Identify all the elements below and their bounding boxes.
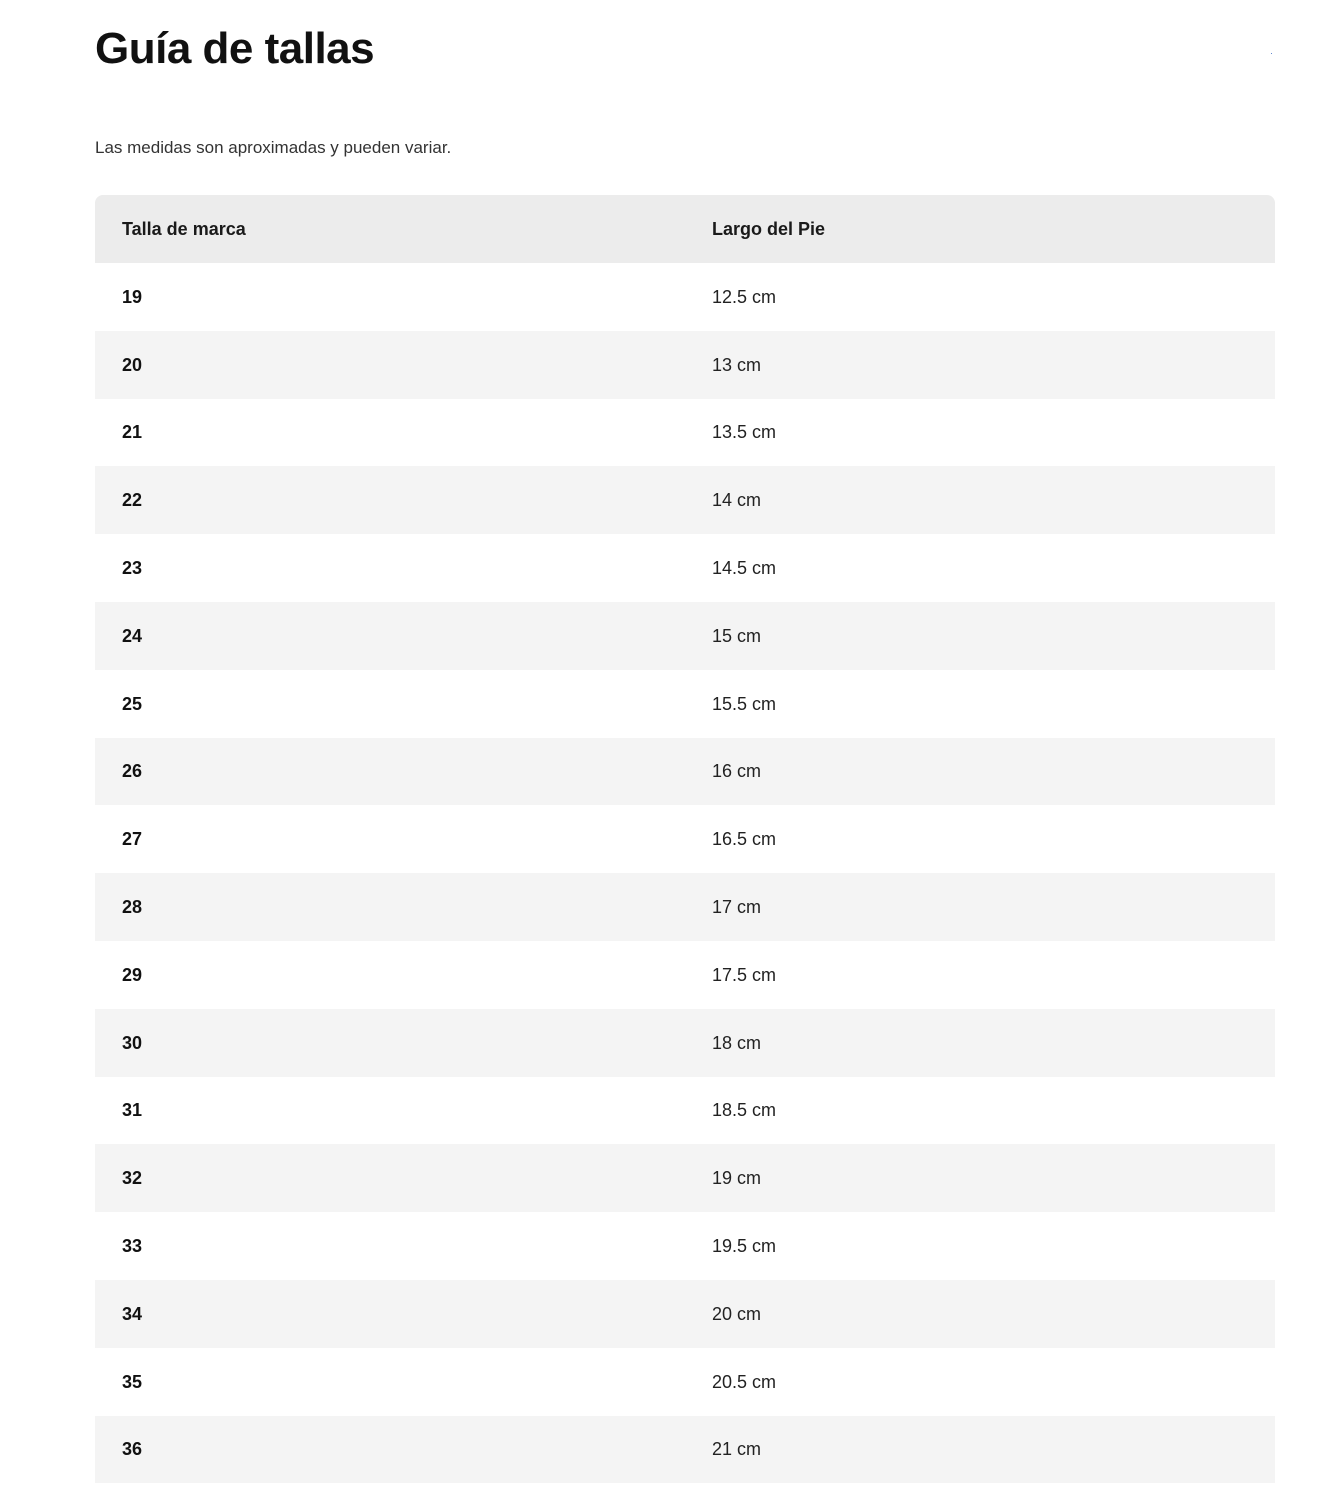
table-row: [95, 805, 1275, 873]
foot-length-cell: 19.5 cm: [712, 1236, 777, 1257]
page-subtitle: Las medidas son aproximadas y pueden variar.: [95, 138, 452, 157]
foot-length-cell: 19 cm: [712, 1168, 762, 1189]
column-header-brand-size: Talla de marca: [122, 219, 246, 239]
brand-size-cell: 32: [122, 1168, 143, 1189]
foot-length-cell: 17 cm: [712, 897, 762, 918]
brand-size-cell: 20: [122, 354, 143, 375]
brand-size-cell: 25: [122, 693, 143, 714]
foot-length-cell: 16 cm: [712, 761, 762, 782]
foot-length-cell: 14 cm: [712, 490, 762, 511]
foot-length-cell: 15.5 cm: [712, 693, 777, 714]
brand-size-cell: 26: [122, 761, 143, 782]
brand-size-cell: 19: [122, 286, 143, 307]
brand-size-cell: 28: [122, 897, 143, 918]
foot-length-cell: 13 cm: [712, 354, 762, 375]
table-row: [95, 1348, 1275, 1416]
brand-size-cell: 36: [122, 1439, 143, 1460]
brand-size-cell: 21: [122, 422, 143, 443]
size-table: [95, 195, 1275, 1483]
foot-length-cell: 18 cm: [712, 1032, 762, 1053]
table-header: [95, 195, 1275, 263]
table-row: [95, 1416, 1275, 1484]
foot-length-cell: 16.5 cm: [712, 829, 777, 850]
brand-size-cell: 23: [122, 558, 143, 579]
table-row: [95, 1212, 1275, 1280]
table-row: [95, 399, 1275, 467]
brand-size-cell: 31: [122, 1100, 143, 1121]
column-header-foot-length: Largo del Pie: [712, 219, 826, 239]
table-row: [95, 941, 1275, 1009]
page-title: Guía de tallas: [95, 24, 375, 73]
brand-size-cell: 33: [122, 1236, 143, 1257]
table-row: [95, 873, 1275, 941]
table-row: [95, 1144, 1275, 1212]
table-row: [95, 466, 1275, 534]
brand-size-cell: 34: [122, 1303, 143, 1324]
foot-length-cell: 21 cm: [712, 1439, 762, 1460]
foot-length-cell: 18.5 cm: [712, 1100, 777, 1121]
table-row: [95, 331, 1275, 399]
brand-size-cell: 22: [122, 490, 143, 511]
foot-length-cell: 14.5 cm: [712, 558, 777, 579]
table-body: [95, 263, 1275, 1483]
table-row: [95, 738, 1275, 806]
foot-length-cell: 13.5 cm: [712, 422, 777, 443]
table-row: [95, 1077, 1275, 1145]
table-row: [95, 1009, 1275, 1077]
table-row: [95, 263, 1275, 331]
foot-length-cell: 20 cm: [712, 1303, 762, 1324]
foot-length-cell: 12.5 cm: [712, 286, 777, 307]
foot-length-cell: 15 cm: [712, 625, 762, 646]
brand-size-cell: 30: [122, 1032, 143, 1053]
table-row: [95, 602, 1275, 670]
close-icon[interactable]: ·: [1270, 48, 1273, 58]
brand-size-cell: 27: [122, 829, 143, 850]
table-row: [95, 670, 1275, 738]
table-row: [95, 1280, 1275, 1348]
foot-length-cell: 20.5 cm: [712, 1371, 777, 1392]
brand-size-cell: 35: [122, 1371, 143, 1392]
foot-length-cell: 17.5 cm: [712, 964, 777, 985]
brand-size-cell: 29: [122, 964, 143, 985]
table-row: [95, 534, 1275, 602]
brand-size-cell: 24: [122, 625, 143, 646]
